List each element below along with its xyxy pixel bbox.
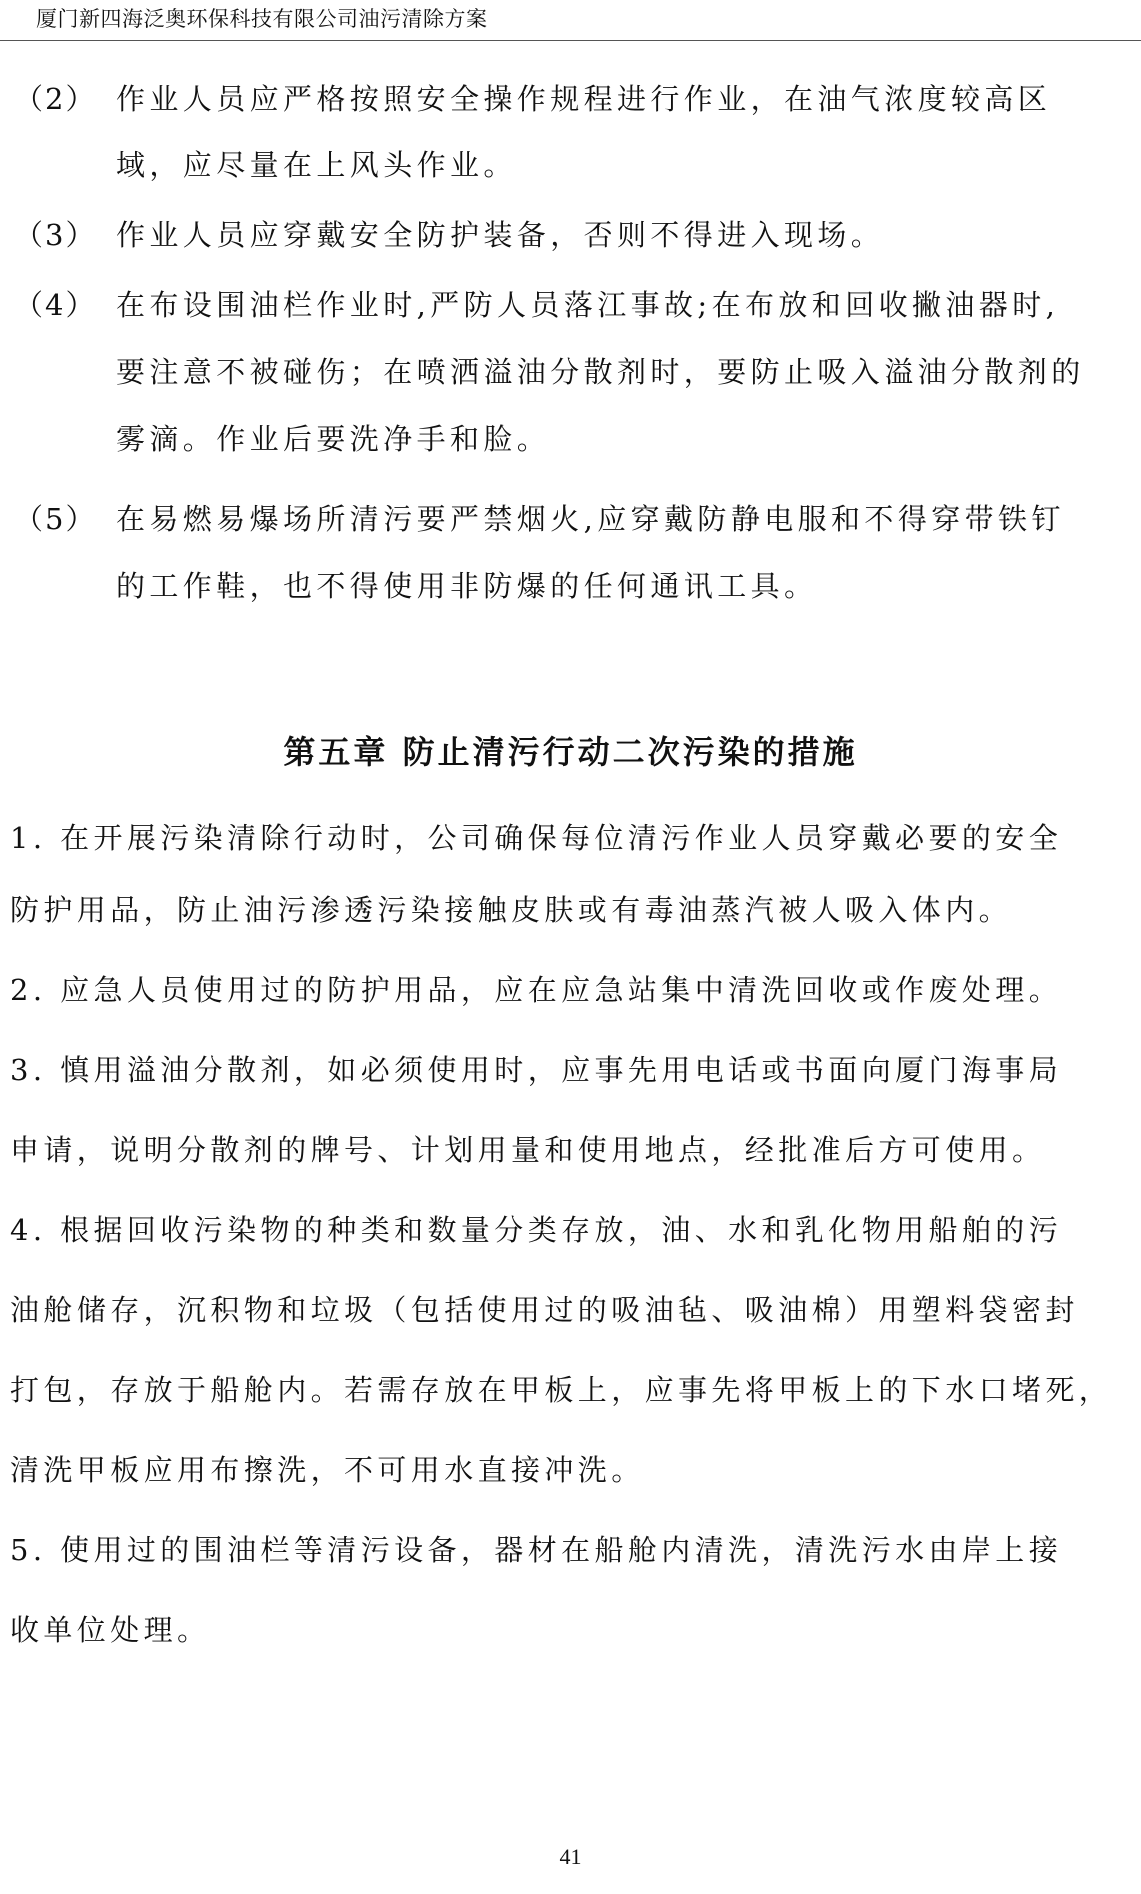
- chapter-title: 第五章 防止清污行动二次污染的措施: [283, 733, 858, 771]
- item-line: 域，应尽量在上风头作业。: [116, 148, 517, 182]
- measure-line: 清洗甲板应用布擦洗，不可用水直接冲洗。: [10, 1453, 645, 1487]
- measure-line: 2. 应急人员使用过的防护用品，应在应急站集中清洗回收或作废处理。: [10, 973, 1063, 1007]
- measure-line: 3. 慎用溢油分散剂，如必须使用时，应事先用电话或书面向厦门海事局: [10, 1053, 1063, 1087]
- item-line: 雾滴。作业后要洗净手和脸。: [116, 422, 551, 456]
- page-header: [0, 0, 1141, 41]
- measure-line: 4. 根据回收污染物的种类和数量分类存放，油、水和乳化物用船舶的污: [10, 1213, 1063, 1247]
- measure-line: 5. 使用过的围油栏等清污设备，器材在船舱内清洗，清洗污水由岸上接: [10, 1533, 1063, 1567]
- item-line: 在布设围油栏作业时,严防人员落江事故;在布放和回收撇油器时,: [116, 288, 1060, 322]
- item-number: （3）: [14, 218, 97, 252]
- measure-line: 打包，存放于船舱内。若需存放在甲板上，应事先将甲板上的下水口堵死，: [10, 1373, 1113, 1407]
- item-line: 作业人员应穿戴安全防护装备，否则不得进入现场。: [116, 218, 885, 252]
- measure-line: 申请，说明分散剂的牌号、计划用量和使用地点，经批准后方可使用。: [10, 1133, 1046, 1167]
- item-number: （2）: [14, 82, 97, 116]
- measure-line: 收单位处理。: [10, 1613, 211, 1647]
- measure-line: 1. 在开展污染清除行动时，公司确保每位清污作业人员穿戴必要的安全: [10, 821, 1063, 855]
- item-line: 要注意不被碰伤；在喷洒溢油分散剂时，要防止吸入溢油分散剂的: [116, 355, 1085, 389]
- item-number: （5）: [14, 502, 97, 536]
- measure-line: 油舱储存，沉积物和垃圾（包括使用过的吸油毡、吸油棉）用塑料袋密封: [10, 1293, 1079, 1327]
- header-title: 厦门新四海泛奥环保科技有限公司油污清除方案: [36, 7, 488, 31]
- item-line: 作业人员应严格按照安全操作规程进行作业，在油气浓度较高区: [116, 82, 1052, 116]
- item-number: （4）: [14, 288, 97, 322]
- page-number: 41: [559, 1844, 582, 1869]
- item-line: 在易燃易爆场所清污要严禁烟火,应穿戴防静电服和不得穿带铁钉: [116, 502, 1065, 536]
- measure-line: 防护用品，防止油污渗透污染接触皮肤或有毒油蒸汽被人吸入体内。: [10, 893, 1013, 927]
- item-line: 的工作鞋，也不得使用非防爆的任何通讯工具。: [116, 569, 818, 603]
